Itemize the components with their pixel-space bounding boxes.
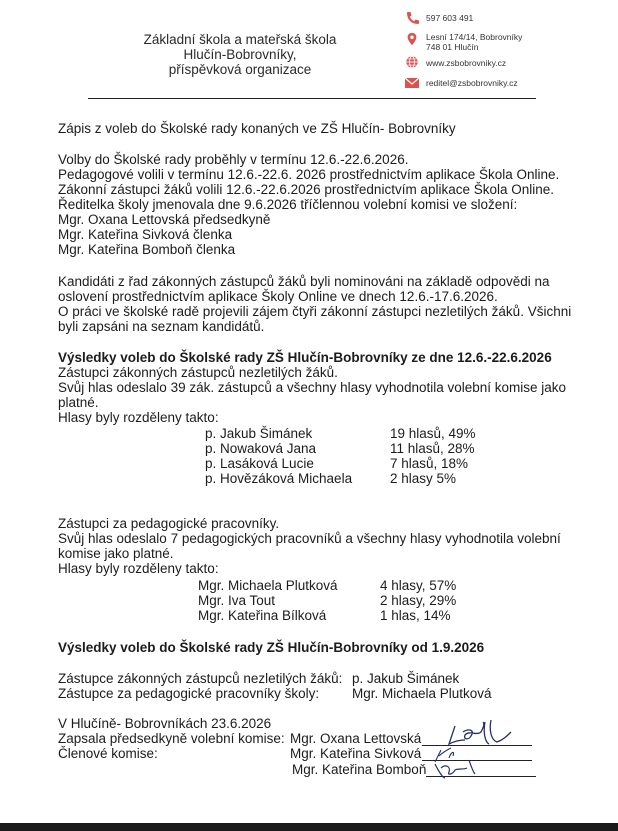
candidates-line: oslovení prostřednictvím aplikace Školy Online ve dnech 12.6.-17.6.2026. [58, 289, 498, 304]
intro-line: Ředitelka školy jmenovala dne 9.6.2026 tříčlennou volební komisi ve složení: [58, 197, 518, 212]
vote-result: 11 hlasů, 28% [390, 441, 475, 456]
vote-result: 7 hlasů, 18% [390, 456, 469, 471]
header-divider [88, 98, 536, 99]
vote-result: 2 hlasy, 29% [380, 593, 457, 608]
vote-candidate-name: Mgr. Iva Tout [198, 593, 276, 608]
scan-edge [0, 823, 618, 831]
email: reditel@zsbobrovniky.cz [426, 78, 518, 88]
website: www.zsbobrovniky.cz [426, 58, 507, 68]
elected-role: Zástupce zákonných zástupců nezletilých žáků: [58, 671, 343, 686]
commission-member: Mgr. Kateřina Sivková členka [58, 227, 233, 242]
parents-line: Zástupci zákonných zástupců nezletilých žáků. [58, 365, 338, 380]
school-name-line: příspěvková organizace [168, 62, 312, 77]
signatory-name: Mgr. Oxana Lettovská [290, 731, 422, 746]
candidates-line: O práci ve školské radě projevili zájem čtyři zákonní zástupci nezletilých žáků. Všichni [58, 304, 572, 319]
elected-name: p. Jakub Šimánek [352, 671, 460, 686]
chair-label: Zapsala předsedkyně volební komise: [58, 731, 285, 746]
vote-candidate-name: p. Lasáková Lucie [205, 456, 314, 471]
vote-result: 1 hlas, 14% [380, 608, 451, 623]
intro-line: Zákonní zástupci žáků volili 12.6.-22.6.2026 prostřednictvím aplikace Škola Online. [58, 182, 555, 197]
signatory-name: Mgr. Kateřina Sivková [290, 746, 422, 761]
teachers-line: Zástupci za pedagogické pracovníky. [58, 516, 280, 531]
candidates-line: Kandidáti z řad zákonných zástupců žáků byli nominováni na základě odpovědi na [58, 274, 550, 289]
location-pin-icon [404, 32, 420, 46]
address-line: Lesní 174/14, Bobrovníky [426, 32, 523, 42]
commission-member: Mgr. Oxana Lettovská předsedkyně [58, 212, 271, 227]
teachers-line: Hlasy byly rozděleny takto: [58, 561, 219, 576]
candidates-line: byli zapsáni na seznam kandidátů. [58, 319, 265, 334]
vote-candidate-name: p. Hovězáková Michaela [205, 471, 353, 486]
address [426, 32, 522, 52]
intro-line: Pedagogové volili v termínu 12.6.-22.6. 2026 prostřednictvím aplikace Škola Online. [58, 167, 560, 182]
envelope-icon [404, 76, 420, 90]
address-line: 748 01 Hlučín [426, 42, 479, 52]
vote-result: 2 hlasy 5% [390, 471, 457, 486]
intro-line: Volby do Školské rady proběhly v termínu 12.6.-22.6.2026. [58, 152, 409, 167]
vote-result: 19 hlasů, 49% [390, 426, 476, 441]
teachers-line: komise jako platné. [58, 546, 174, 561]
vote-candidate-name: p. Nowaková Jana [205, 441, 317, 456]
place-date: V Hlučíně- Bobrovníkách 23.6.2026 [58, 716, 272, 731]
results-heading: Výsledky voleb do Školské rady ZŠ Hlučín-Bobrovníky ze dne 12.6.-22.6.2026 [58, 350, 552, 365]
phone-number: 597 603 491 [426, 13, 474, 23]
vote-result: 4 hlasy, 57% [380, 578, 457, 593]
elected-role: Zástupce za pedagogické pracovníky školy: [58, 686, 320, 701]
members-label: Členové komise: [58, 746, 158, 761]
handwritten-signatures [425, 718, 535, 784]
globe-icon [404, 55, 420, 69]
vote-candidate-name: Mgr. Kateřina Bílková [198, 608, 327, 623]
parents-line: Svůj hlas odeslalo 39 zák. zástupců a všechny hlasy vyhodnotila volební komise jako [58, 380, 567, 395]
commission-member: Mgr. Kateřina Bomboň členka [58, 242, 236, 257]
school-name-line: Hlučín-Bobrovníky, [183, 47, 297, 62]
school-name-line: Základní škola a mateřská škola [143, 32, 337, 47]
vote-candidate-name: Mgr. Michaela Plutková [198, 578, 338, 593]
document-title: Zápis z voleb do Školské rady konaných ve ZŠ Hlučín- Bobrovníky [58, 121, 456, 136]
vote-candidate-name: p. Jakub Šimánek [205, 426, 313, 441]
parents-line: platné. [58, 395, 99, 410]
parents-line: Hlasy byly rozděleny takto: [58, 410, 219, 425]
elected-name: Mgr. Michaela Plutková [352, 686, 492, 701]
school-name [140, 32, 340, 77]
teachers-line: Svůj hlas odeslalo 7 pedagogických pracovníků a všechny hlasy vyhodnotila volební [58, 531, 561, 546]
phone-icon [404, 11, 420, 25]
final-results-heading: Výsledky voleb do Školské rady ZŠ Hlučín-Bobrovníky od 1.9.2026 [58, 640, 485, 655]
signatory-name: Mgr. Kateřina Bomboň [292, 762, 427, 777]
